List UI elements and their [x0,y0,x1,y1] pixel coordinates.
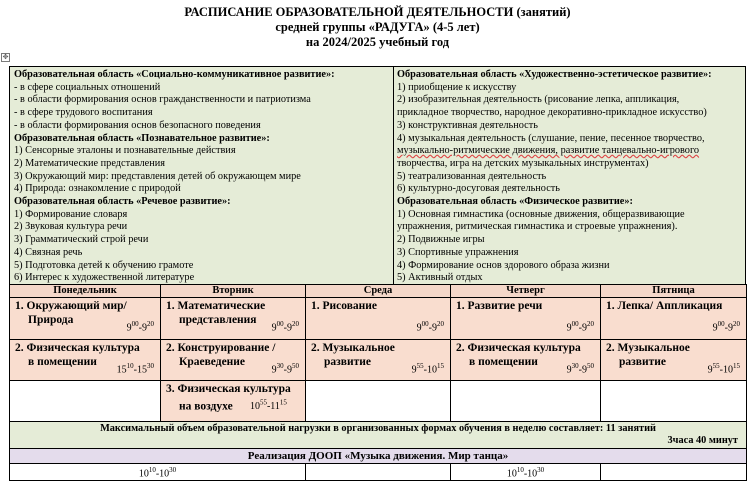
lesson-cell [451,298,601,340]
time-start: 10 [249,401,260,413]
lesson-name-line2: развитие [324,356,371,368]
time-end: -15 [133,364,147,376]
area-item: прикладное творчество, народное декоративно-прикладное искусство) [397,107,707,119]
time-end-min: 15 [437,362,444,370]
time-start-min: 00 [717,320,725,328]
area-item: 3) конструктивная деятельность [397,119,538,131]
area-item: упражнения, ритмическая гимнастика и строевые упражнения). [397,221,678,233]
doop-row [10,449,747,464]
lesson-cell [161,381,306,422]
time-end-min: 15 [733,362,740,370]
time-start: 9 [707,364,713,376]
time-start-min: 10 [126,362,134,370]
areas-right-column [397,69,745,285]
time-start: 9 [126,322,132,334]
area-item: 5) Активный отдых [397,272,483,284]
load-row [10,422,747,449]
area-item: 1) Сенсорные эталоны и познавательные действия [14,145,236,157]
time-end: -11 [266,401,280,413]
lesson-title [166,299,265,327]
time-end: -9 [283,322,292,334]
area-item: 4) Природа: ознакомление с природой [14,183,181,195]
title-line-2: средней группы «РАДУГА» (4-5 лет) [275,20,480,34]
lesson-name-line1: 1. Лепка/ Аппликация [606,300,723,312]
lesson-name-line1: 2. Физическая культура [15,342,140,354]
lesson-name-line2: развитие [619,356,666,368]
lesson-time [272,320,299,333]
lesson-time [708,362,740,375]
empty-cell [451,381,601,422]
area-item: 4) Связная речь [14,246,83,258]
time-end-min: 20 [147,320,154,328]
load-total: 3часа 40 минут [667,435,738,446]
time-end: -9 [283,364,292,376]
lesson-title [311,341,395,369]
lesson-cell [451,340,601,381]
lesson-name-line1: 2. Музыкальное [606,342,690,354]
area-heading: Образовательная область «Художественно-эстетическое развитие»: [397,69,712,80]
load-text: Максимальный объем образовательной нагрузки в организованных формах обучения в неделю составляет: 11 занятий [100,423,656,434]
time-start-min: 55 [712,362,720,370]
time-start: 9 [566,322,572,334]
empty-cell [601,381,747,422]
time-start: 15 [116,364,127,376]
time-start: 9 [416,322,422,334]
area-item: 3) Окружающий мир: представления детей об окружающем мире [14,170,301,182]
time-end-min: 30 [147,362,154,370]
time-start-min: 10 [516,466,524,474]
area-item: 1) приобщение к искусству [397,81,517,93]
time-end: -9 [428,322,437,334]
doop-thursday-time [451,464,601,481]
time-start: 9 [411,364,417,376]
area-item: - в области формирования основ гражданственности и патриотизма [14,94,311,106]
lesson-name-line1: 2. Музыкальное [311,342,395,354]
time-end-min: 20 [733,320,740,328]
lesson-name-line2 [166,396,291,414]
time-end: -10 [423,364,437,376]
day-header: Пятница [601,285,747,298]
area-item: - в сфере социальных отношений [14,81,161,93]
empty-cell [601,464,747,481]
time-end-min: 30 [537,466,545,474]
time-start-min: 00 [131,320,139,328]
lesson-time [412,362,444,375]
time-end: -10 [155,468,170,480]
time-end-min: 20 [292,320,299,328]
lesson-time [272,362,299,375]
area-item: 1) Формирование словаря [14,208,128,220]
doop-title: Реализация ДООП «Музыка движения. Мир танца» [10,449,747,464]
lesson-cell [10,298,161,340]
time-end: -10 [523,468,538,480]
doop-monday-time [10,464,306,481]
area-item: 4) музыкальная деятельность (слушание, пение, песенное творчество, [397,132,705,144]
lesson-time [417,320,444,333]
area-item: 3) Грамматический строй речи [14,234,149,246]
lesson-row-1 [10,298,747,340]
time-end-min: 20 [437,320,444,328]
time-end-min: 50 [292,362,299,370]
lesson-title [15,299,127,327]
lesson-title [311,299,377,313]
area-item: 6) культурно-досуговая деятельность [397,183,560,195]
lesson-title [456,341,581,369]
lesson-time [117,362,154,375]
area-heading: Образовательная область «Физическое развитие»: [397,196,633,208]
area-item: 2) Подвижные игры [397,234,485,246]
time-end-min: 15 [279,399,287,407]
time-start-min: 30 [571,362,579,370]
time-end: -9 [578,364,587,376]
lesson-title [606,341,690,369]
time-start: 9 [566,364,572,376]
area-item: - в области формирования основ безопасного поведения [14,119,261,131]
empty-cell [306,381,451,422]
lesson-title [456,299,542,313]
lesson-cell [161,298,306,340]
time-end: -10 [719,364,733,376]
lesson-name-line2: в помещении [469,356,538,368]
area-heading: Образовательная область «Речевое развитие»: [14,196,231,208]
time-end: -9 [578,322,587,334]
lesson-cell [306,298,451,340]
time-start-min: 30 [276,362,284,370]
time-start: 9 [271,322,277,334]
lesson-name-line2: Природа [28,314,74,326]
title-line-1: РАСПИСАНИЕ ОБРАЗОВАТЕЛЬНОЙ ДЕЯТЕЛЬНОСТИ (занятий) [184,5,571,19]
move-handle-icon[interactable]: ✥ [2,53,9,61]
lesson-name-line1: 1. Математические [166,300,266,312]
lesson-time [567,362,594,375]
lesson-time [250,401,287,412]
time-start-min: 55 [259,399,267,407]
schedule-table [9,284,747,481]
empty-cell [10,381,161,422]
lesson-name-line1: 1. Развитие речи [456,300,543,312]
area-item: 2) Математические представления [14,157,165,169]
time-start-min: 00 [276,320,284,328]
lesson-name-line2-text: на воздухе [179,400,233,413]
area-item: 5) театрализованная деятельность [397,170,547,182]
time-start: 9 [271,364,277,376]
day-header: Среда [306,285,451,298]
lesson-title [166,382,291,414]
lesson-name-line2: в помещении [28,356,97,368]
time-start: 10 [138,468,149,480]
area-item: 6) Интерес к художественной литературе [14,272,195,284]
areas-left-column [14,69,390,285]
lesson-row-3 [10,381,747,422]
lesson-cell [601,298,747,340]
lesson-cell [10,340,161,381]
time-start-min: 10 [148,466,156,474]
time-start: 10 [506,468,517,480]
day-header: Понедельник [10,285,161,298]
time-start: 9 [712,322,718,334]
area-item: музыкально-ритмические движения, развитие танцевально-игрового [397,145,700,157]
time-end-min: 50 [587,362,594,370]
lesson-name-line1: 3. Физическая культура [166,383,291,395]
day-header: Вторник [161,285,306,298]
load-cell [10,422,747,449]
lesson-cell [601,340,747,381]
doop-time-row [10,464,747,481]
lesson-title [166,341,275,369]
lesson-cell [306,340,451,381]
lesson-cell [161,340,306,381]
area-heading: Образовательная область «Познавательное развитие»: [14,132,270,144]
lesson-name-line1: 1. Рисование [311,300,378,312]
column-divider [393,67,394,284]
area-item: 2) изобразительная деятельность (рисование лепка, аппликация, [397,94,680,106]
lesson-time [127,320,154,333]
area-item: 3) Спортивные упражнения [397,246,519,258]
day-header: Четверг [451,285,601,298]
area-item: 4) Формирование основ здорового образа жизни [397,259,610,271]
lesson-name-line2: представления [179,314,257,326]
time-end-min: 20 [587,320,594,328]
lesson-name-line2: Краеведение [179,356,246,368]
time-end-min: 30 [169,466,177,474]
time-start-min: 00 [421,320,429,328]
area-item: 2) Звуковая культура речи [14,221,128,233]
educational-areas-block [9,66,746,285]
area-item: творчества, игра на детских музыкальных инструментах) [397,157,649,169]
lesson-title [606,299,722,313]
time-start-min: 55 [416,362,424,370]
area-item: - в сфере трудового воспитания [14,107,153,119]
time-start-min: 00 [571,320,579,328]
empty-cell [306,464,451,481]
lesson-name-line1: 2. Конструирование / [166,342,276,354]
area-item: 1) Основная гимнастика (основные движения, общеразвивающие [397,208,685,220]
days-header-row [10,285,747,298]
time-end: -9 [138,322,147,334]
lesson-time [567,320,594,333]
lesson-time [713,320,740,333]
lesson-name-line1: 2. Физическая культура [456,342,581,354]
lesson-name-line1: 1. Окружающий мир/ [15,300,127,312]
area-item: 5) Подготовка детей к обучению грамоте [14,259,194,271]
lesson-row-2 [10,340,747,381]
time-end: -9 [724,322,733,334]
title-line-3: на 2024/2025 учебный год [305,35,450,49]
area-heading: Образовательная область «Социально-коммуникативное развитие»: [14,69,335,80]
